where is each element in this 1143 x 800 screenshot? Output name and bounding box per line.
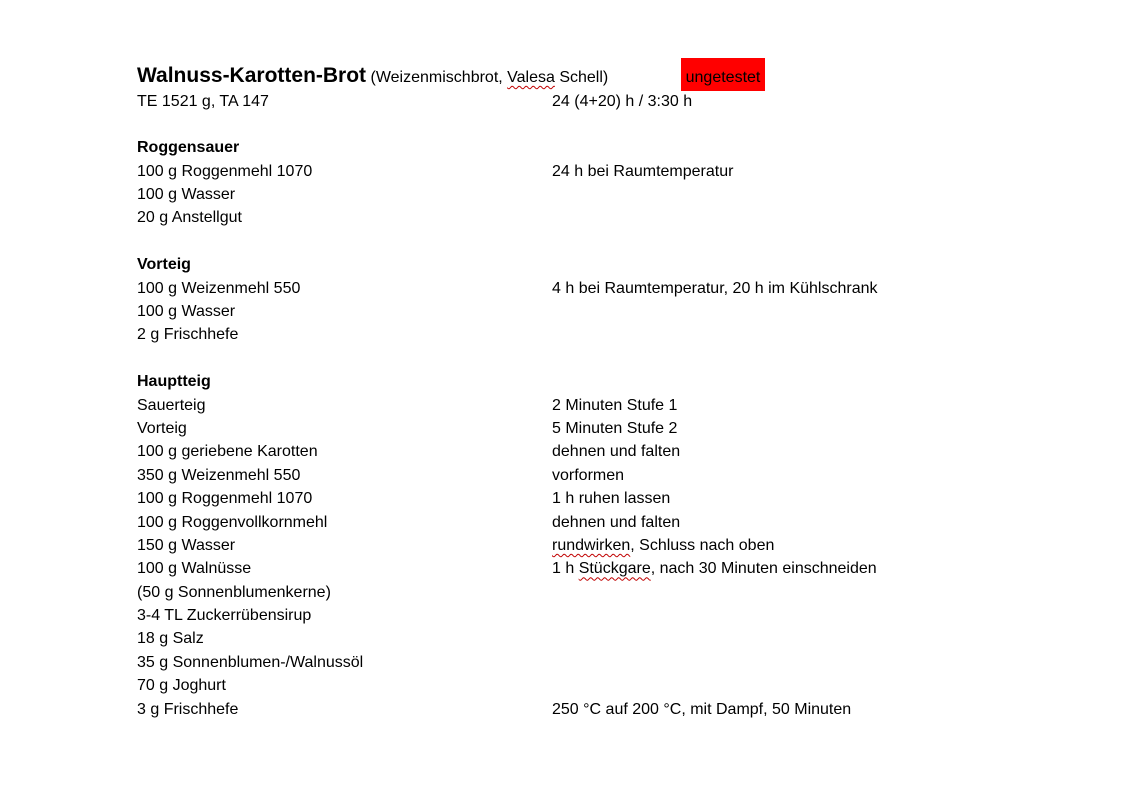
blank-line: [552, 113, 878, 136]
recipe-subtitle: [371, 69, 609, 86]
blank-line: [552, 136, 878, 159]
status-badge: ungetestet: [681, 58, 765, 91]
ingredient-line: 35 g Sonnenblumen-/Walnussöl: [137, 653, 364, 671]
recipe-title: Walnuss-Karotten-Brot: [137, 64, 367, 87]
section-heading: Hauptteig: [137, 373, 211, 391]
blank-line: [552, 347, 878, 370]
ingredient-line: 100 g Wasser: [137, 303, 236, 321]
blank-line: [552, 323, 878, 346]
blank-line: [552, 627, 878, 650]
blank-line: [552, 651, 878, 674]
ingredient-line: 3 g Frischhefe: [137, 700, 239, 718]
ingredient-line: (50 g Sonnenblumenkerne): [137, 583, 331, 601]
ingredient-line: Sauerteig: [137, 396, 206, 414]
blank-line: [137, 230, 363, 253]
ingredient-line: Vorteig: [137, 419, 187, 437]
subtitle-author: Valesa: [507, 69, 555, 86]
ingredient-line: 100 g geriebene Karotten: [137, 443, 318, 461]
instruction-line: [552, 557, 878, 580]
section-heading: Vorteig: [137, 256, 191, 274]
instruction-line: 250 °C auf 200 °C, mit Dampf, 50 Minuten: [552, 700, 852, 718]
blank-line: [137, 113, 363, 136]
instruction-line: 24 h bei Raumtemperatur: [552, 162, 734, 180]
instruction-line: 2 Minuten Stufe 1: [552, 396, 678, 414]
ingredient-line: 18 g Salz: [137, 630, 204, 648]
instruction-line: 4 h bei Raumtemperatur, 20 h im Kühlschrank: [552, 279, 878, 297]
blank-line: [552, 370, 878, 393]
instruction-line: dehnen und falten: [552, 513, 681, 531]
instructions-column: [552, 90, 878, 722]
ingredient-line: 100 g Weizenmehl 550: [137, 279, 301, 297]
ingredient-line: 20 g Anstellgut: [137, 209, 242, 227]
subtitle-suffix: Schell): [554, 69, 609, 86]
instruction-line: dehnen und falten: [552, 443, 681, 461]
ingredient-line: 100 g Wasser: [137, 186, 236, 204]
instruction-line: 5 Minuten Stufe 2: [552, 419, 678, 437]
line-prefix: 1 h: [552, 560, 579, 578]
line-suffix: , Schluss nach oben: [630, 536, 775, 554]
ingredient-line: 100 g Roggenmehl 1070: [137, 162, 313, 180]
blank-line: [552, 604, 878, 627]
instruction-line: 1 h ruhen lassen: [552, 490, 671, 508]
ingredients-column: [137, 90, 363, 722]
blank-line: [552, 206, 878, 229]
ingredient-line: 350 g Weizenmehl 550: [137, 466, 301, 484]
ingredient-line: 70 g Joghurt: [137, 677, 226, 695]
blank-line: [137, 347, 363, 370]
blank-line: [552, 674, 878, 697]
instruction-line: [552, 534, 878, 557]
blank-line: [552, 183, 878, 206]
spellcheck-word: Stückgare: [578, 560, 651, 578]
instruction-line: 24 (4+20) h / 3:30 h: [552, 92, 693, 110]
blank-line: [552, 300, 878, 323]
ingredient-line: 100 g Walnüsse: [137, 560, 252, 578]
line-suffix: , nach 30 Minuten einschneiden: [650, 560, 877, 578]
ingredient-line: 2 g Frischhefe: [137, 326, 239, 344]
ingredient-line: 150 g Wasser: [137, 536, 236, 554]
section-heading: Roggensauer: [137, 139, 240, 157]
ingredient-line: 100 g Roggenmehl 1070: [137, 490, 313, 508]
instruction-line: vorformen: [552, 466, 625, 484]
subtitle-prefix: (Weizenmischbrot,: [370, 69, 508, 86]
ingredient-line: TE 1521 g, TA 147: [137, 92, 269, 110]
blank-line: [552, 581, 878, 604]
blank-line: [552, 253, 878, 276]
spellcheck-word: rundwirken: [552, 536, 631, 554]
ingredient-line: 3-4 TL Zuckerrübensirup: [137, 607, 312, 625]
ingredient-line: 100 g Roggenvollkornmehl: [137, 513, 328, 531]
blank-line: [552, 230, 878, 253]
